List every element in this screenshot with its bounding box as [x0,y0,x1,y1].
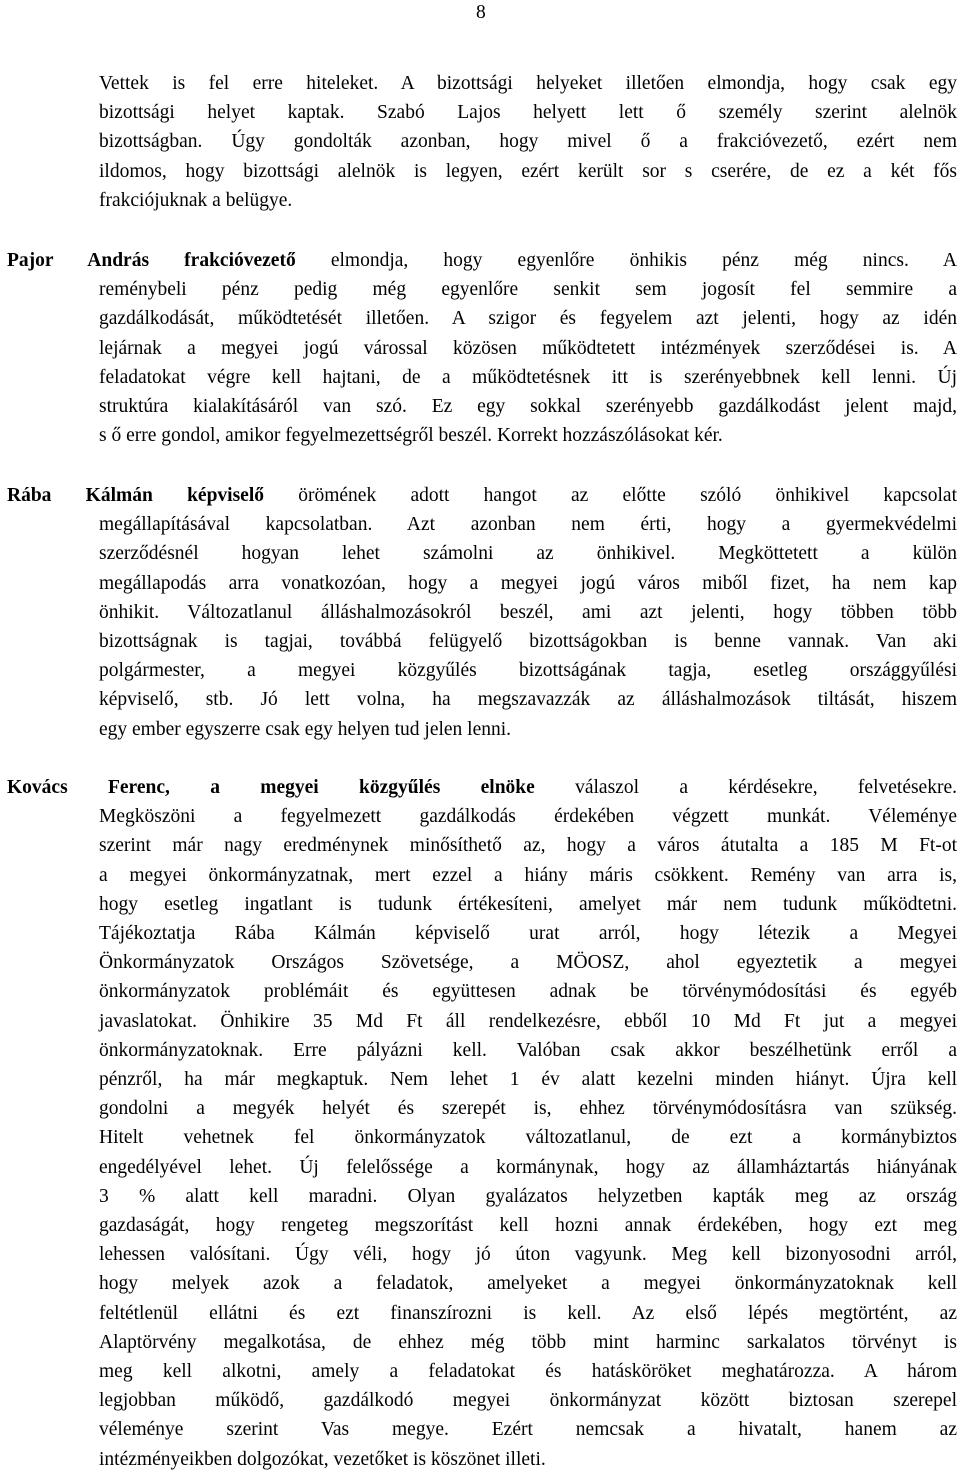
text-line: Önkormányzatok Országos Szövetsége, a MÖOSZ, ahol egyeztetik a megyei [99,952,957,974]
text-line: megállapodás arra vonatkozóan, hogy a megyei jogú város miből fizet, ha nem kap [99,572,957,594]
text-line: önhikit. Változatlanul álláshalmozásokról beszél, ami azt jelenti, hogy többen több [99,601,957,623]
text-line: lejárnak a megyei jogú várossal közösen működtetett intézmények szerződései is. A [99,337,957,359]
text-line: feltétlenül ellátni és ezt finanszírozni is kell. Az első lépés megtörtént, az [99,1302,957,1324]
text-line: polgármester, a megyei közgyűlés bizottságának tagja, esetleg országgyűlési [99,660,957,682]
text-line: hogy melyek azok a feladatok, amelyeket a megyei önkormányzatoknak kell [99,1273,957,1295]
text-line: a megyei önkormányzatnak, mert ezzel a hiány máris csökkent. Remény van arra is, [99,864,957,886]
text-line: Alaptörvény megalkotása, de ehhez még több mint harminc sarkalatos törvényt is [99,1331,957,1353]
text-line [7,773,957,802]
text-line: gazdálkodását, működtetését illetően. A szigor és fegyelem azt jelenti, hogy az idén [99,308,957,330]
text-line: feladatokat végre kell hajtani, de a működtetésnek itt is szerényebbnek kell lenni. Új [99,366,957,388]
text-line: önkormányzatoknak. Erre pályázni kell. Valóban csak akkor beszélhetünk erről a [99,1039,957,1061]
paragraph-raba [7,481,957,744]
paragraph-intro [99,69,957,215]
text-line: szerződésnél hogyan lehet számolni az önhikivel. Megköttetett a külön [99,543,957,565]
text-line: 3 % alatt kell maradni. Olyan gyalázatos helyzetben kapták meg az ország [99,1185,957,1207]
text-line: reménybeli pénz pedig még egyenlőre senkit sem jogosít fel semmire a [99,279,957,301]
speaker-text: válaszol a kérdésekre, felvetésekre. [534,777,957,798]
text-line: lehessen valósítani. Úgy véli, hogy jó úton vagyunk. Meg kell bizonyosodni arról, [99,1244,957,1266]
text-line: javaslatokat. Önhikire 35 Md Ft áll rendelkezésre, ebből 10 Md Ft jut a megyei [99,1010,957,1032]
speaker-name: Kovács Ferenc, a megyei közgyűlés elnöke [7,777,535,798]
text-line: meg kell alkotni, amely a feladatokat és hatásköröket meghatározza. A három [99,1361,957,1383]
text-line: Hitelt vehetnek fel önkormányzatok változatlanul, de ezt a kormánybiztos [99,1127,957,1149]
paragraph-kovacs [7,773,957,1474]
page-number: 8 [476,2,486,23]
text-line: struktúra kialakításáról van szó. Ez egy sokkal szerényebb gazdálkodást jelent majd, [99,396,957,418]
text-line: pénzről, ha már megkaptuk. Nem lehet 1 év alatt kezelni minden hiányt. Újra kell [99,1069,957,1091]
text-line: hogy esetleg ingatlant is tudunk értékesíteni, amelyet már nem tudunk működtetni. [99,893,957,915]
text-line: bizottsági helyet kaptak. Szabó Lajos helyett lett ő személy szerint alelnök [99,102,957,124]
text-line: gondolni a megyék helyét és szerepét is, ehhez törvénymódosításra van szükség. [99,1098,957,1120]
text-line: gazdaságát, hogy rengeteg megszorítást kell hozni annak érdekében, hogy ezt meg [99,1215,957,1237]
text-line: Megköszöni a fegyelmezett gazdálkodás érdekében végzett munkát. Véleménye [99,806,957,828]
speaker-text: örömének adott hangot az előtte szóló önhikivel kapcsolat [264,485,957,506]
speaker-name: Rába Kálmán képviselő [7,485,264,506]
text-line: intézményeikben dolgozókat, vezetőket is köszönet illeti. [99,1448,546,1470]
speaker-text: elmondja, hogy egyenlőre önhikis pénz még nincs. A [295,250,957,271]
text-line: frakciójuknak a belügye. [99,189,293,211]
text-line: Tájékoztatja Rába Kálmán képviselő urat arról, hogy létezik a Megyei [99,923,957,945]
text-line: egy ember egyszerre csak egy helyen tud jelen lenni. [99,718,512,740]
text-line: képviselő, stb. Jó lett volna, ha megszavazzák az álláshalmozások tiltását, hiszem [99,689,957,711]
text-line [7,246,957,275]
text-line: megállapításával kapcsolatban. Azt azonban nem érti, hogy a gyermekvédelmi [99,514,957,536]
text-line: bizottságnak is tagjai, továbbá felügyelő bizottságokban is benne vannak. Van aki [99,631,957,653]
text-line: önkormányzatok problémáit és együttesen adnak be törvénymódosítási és egyéb [99,981,957,1003]
speaker-name: Pajor András frakcióvezető [7,250,296,271]
text-line: véleménye szerint Vas megye. Ezért nemcsak a hivatalt, hanem az [99,1419,957,1441]
text-line: legjobban működő, gazdálkodó megyei önkormányzat között biztosan szerepel [99,1390,957,1412]
paragraph-pajor [7,246,957,450]
text-line: ildomos, hogy bizottsági alelnök is legyen, ezért került sor s cserére, de ez a két fős [99,160,957,182]
text-line: szerint már nagy eredménynek minősíthető az, hogy a város átutalta a 185 M Ft-ot [99,835,957,857]
text-line: engedélyével lehet. Új felelőssége a kormánynak, hogy az államháztartás hiányának [99,1156,957,1178]
text-line: bizottságban. Úgy gondolták azonban, hogy mivel ő a frakcióvezető, ezért nem [99,131,957,153]
text-line: s ő erre gondol, amikor fegyelmezettségről beszél. Korrekt hozzászólásokat kér. [99,425,723,447]
text-line: Vettek is fel erre hiteleket. A bizottsági helyeket illetően elmondja, hogy csak egy [99,73,957,94]
text-line [7,481,957,510]
